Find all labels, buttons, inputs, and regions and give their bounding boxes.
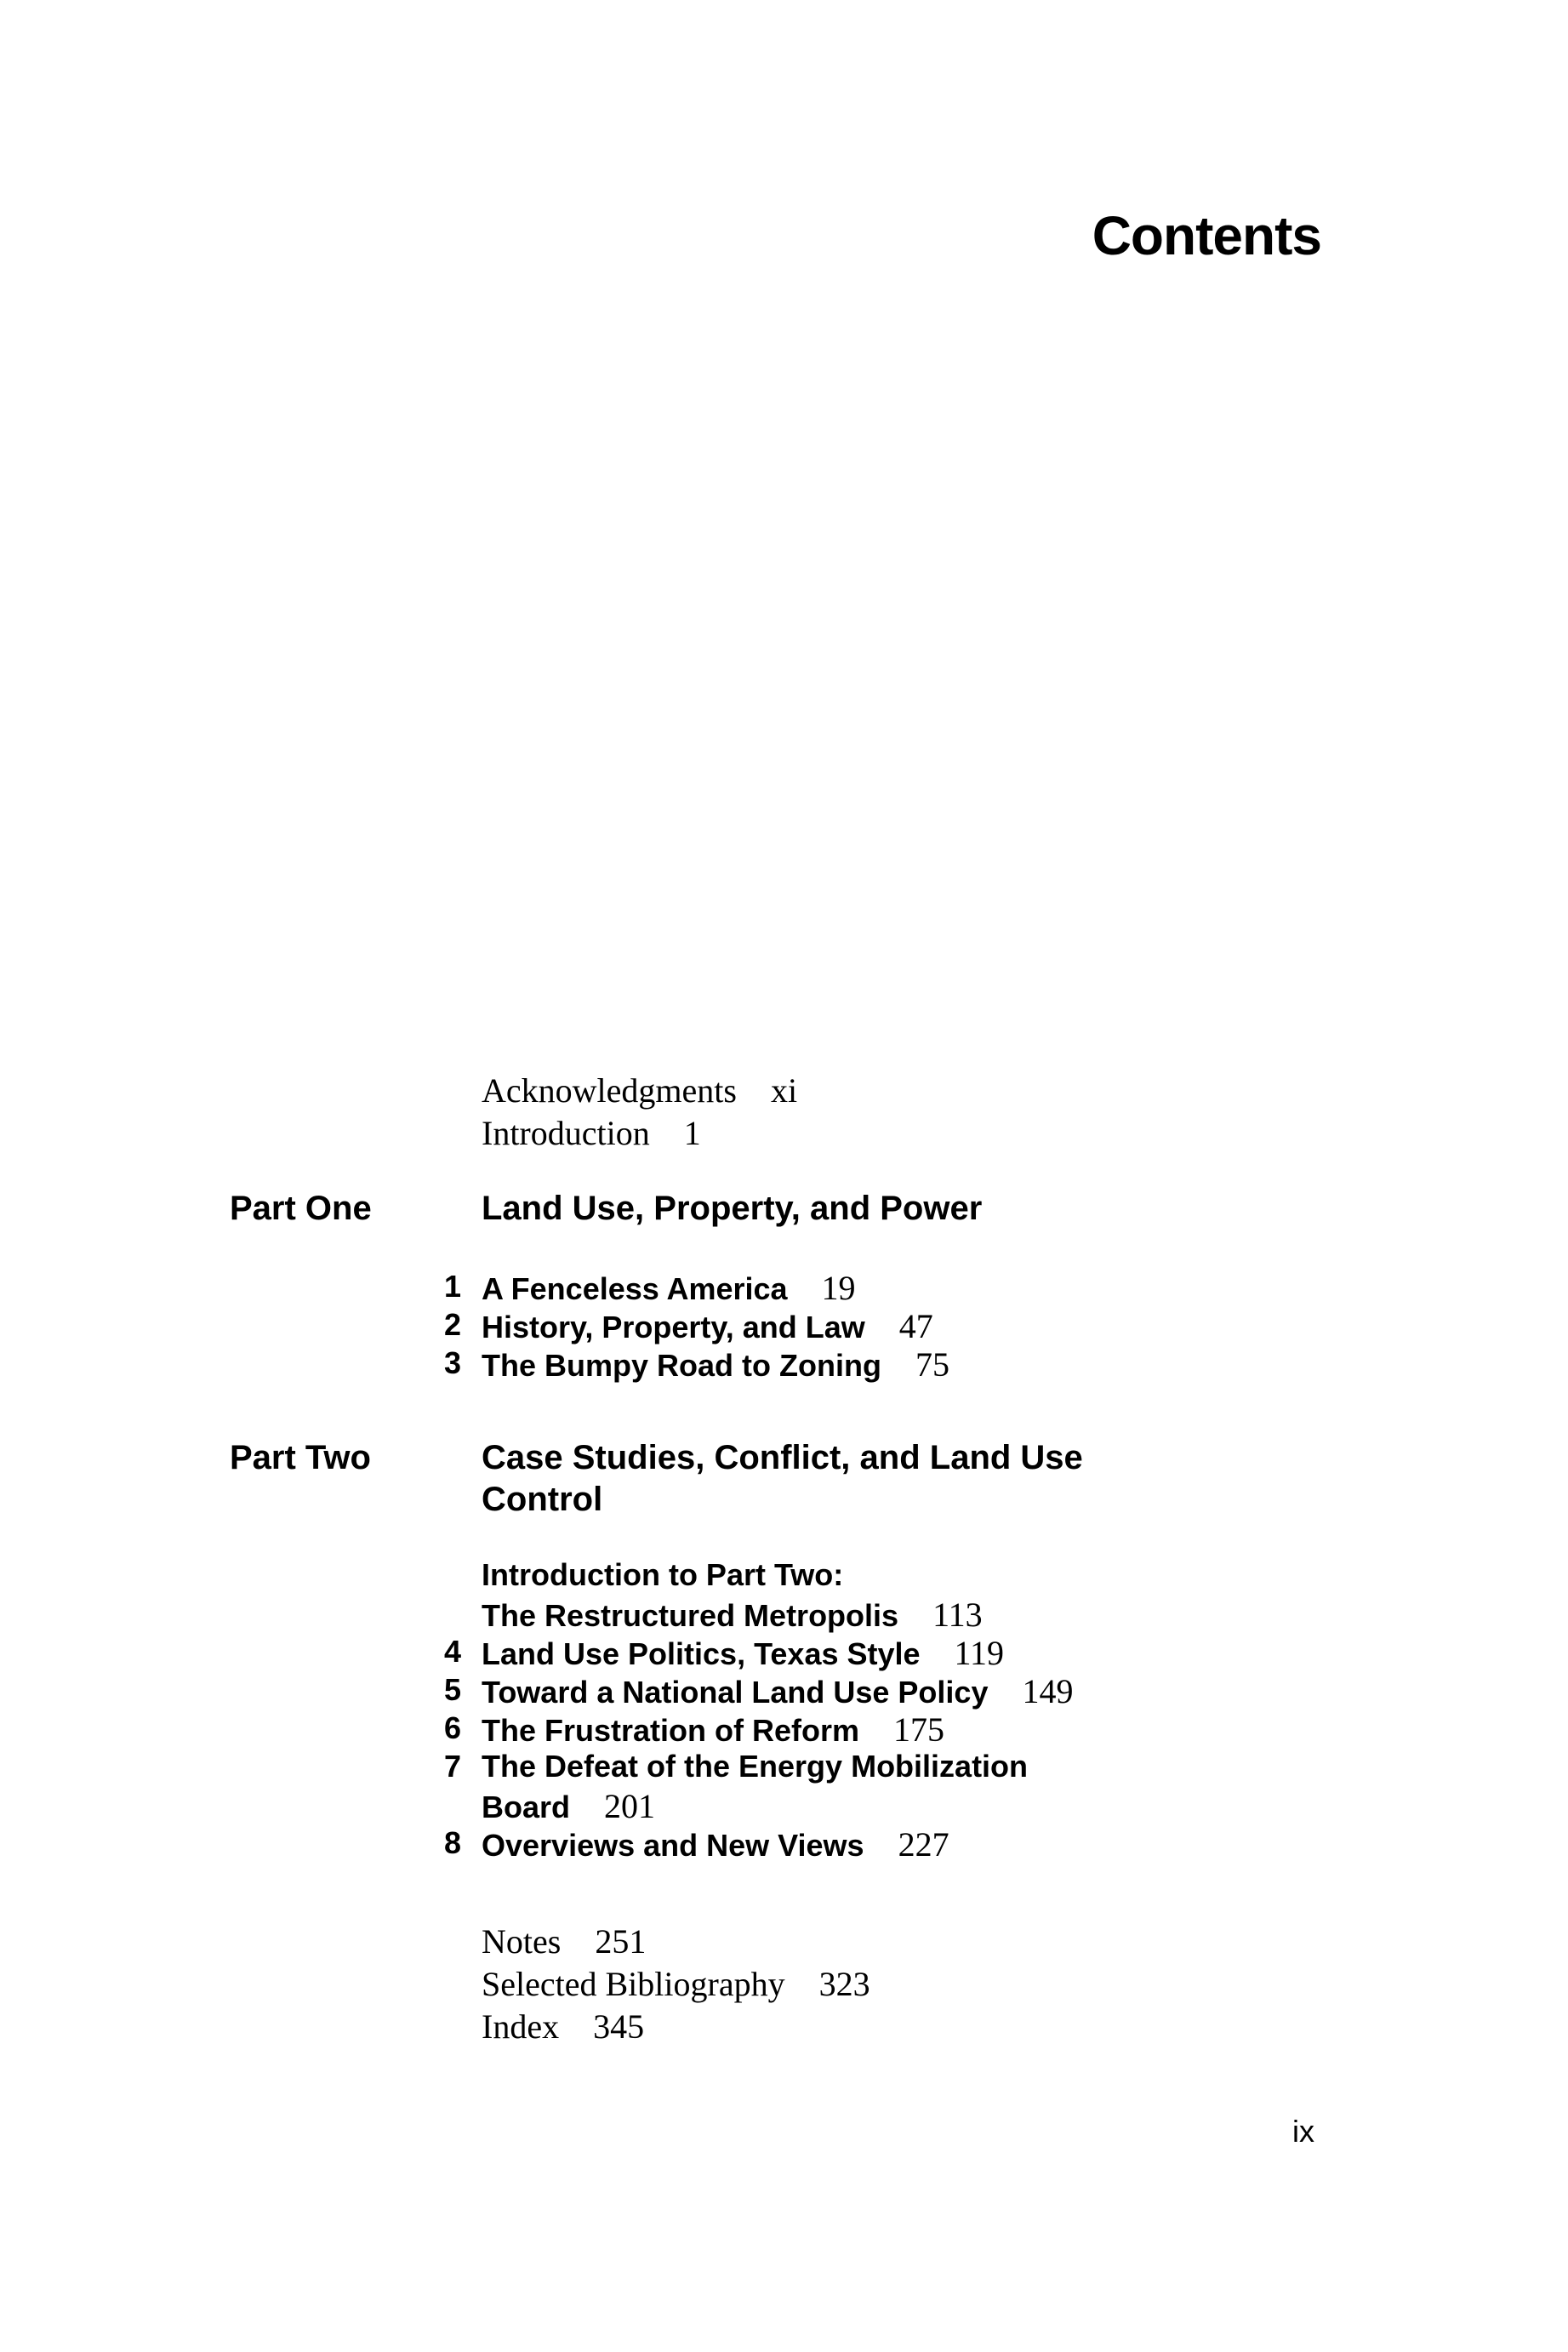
chapter-number: 8 [443, 1825, 461, 1860]
toc-entry-bibliography[interactable] [482, 1967, 870, 2001]
entry-page: 75 [915, 1345, 949, 1384]
entry-page: xi [770, 1071, 798, 1110]
entry-label: Acknowledgments [482, 1071, 737, 1110]
entry-page: 1 [683, 1114, 701, 1152]
page-number: ix [1292, 2114, 1314, 2149]
toc-entry-notes[interactable] [482, 1922, 647, 1961]
chapter-number: 5 [443, 1672, 461, 1707]
toc-entry-chapter-4[interactable] [482, 1636, 1004, 1670]
chapter-number: 4 [443, 1634, 461, 1669]
toc-entry-part-two-intro-line2[interactable] [482, 1598, 983, 1632]
entry-label: Toward a National Land Use Policy [482, 1675, 989, 1710]
entry-label: The Bumpy Road to Zoning [482, 1348, 881, 1383]
entry-label: Index [482, 2007, 560, 2046]
toc-entry-chapter-2[interactable] [482, 1307, 933, 1345]
entry-page: 201 [604, 1787, 656, 1825]
entry-page: 113 [932, 1596, 983, 1634]
entry-page: 119 [954, 1634, 1005, 1672]
entry-page: 251 [595, 1922, 647, 1961]
entry-label: Land Use Politics, Texas Style [482, 1636, 921, 1671]
entry-page: 19 [821, 1269, 856, 1307]
part-one-title[interactable]: Land Use, Property, and Power [482, 1190, 983, 1227]
entry-page: 175 [893, 1710, 945, 1749]
entry-page: 227 [898, 1825, 949, 1864]
chapter-number: 3 [443, 1345, 461, 1380]
entry-label: The Defeat of the Energy Mobilization [482, 1749, 1029, 1784]
toc-entry-acknowledgments[interactable] [482, 1071, 798, 1110]
entry-label: The Restructured Metropolis [482, 1598, 899, 1633]
toc-entry-chapter-6[interactable] [482, 1710, 945, 1749]
chapter-number: 2 [443, 1307, 461, 1342]
toc-entry-chapter-7-line2[interactable] [482, 1787, 656, 1825]
entry-page: 345 [593, 2007, 645, 2046]
chapter-number: 7 [443, 1749, 461, 1784]
entry-label: The Frustration of Reform [482, 1713, 860, 1748]
entry-label: Notes [482, 1922, 562, 1961]
toc-entry-index[interactable] [482, 2007, 645, 2046]
page-title: Contents [1092, 205, 1321, 266]
chapter-number: 6 [443, 1710, 461, 1745]
toc-entry-chapter-8[interactable] [482, 1825, 949, 1864]
part-two-title-line1[interactable]: Case Studies, Conflict, and Land Use [482, 1439, 1083, 1476]
part-one-label: Part One [230, 1190, 372, 1227]
part-two-title-line2[interactable]: Control [482, 1481, 603, 1518]
toc-entry-chapter-1[interactable] [482, 1271, 856, 1305]
toc-entry-chapter-7-line1[interactable] [482, 1751, 1028, 1782]
toc-entry-chapter-3[interactable] [482, 1345, 949, 1384]
toc-entry-part-two-intro-line1[interactable]: Introduction to Part Two: [482, 1557, 844, 1592]
entry-label: Selected Bibliography [482, 1965, 785, 2003]
entry-page: 149 [1022, 1672, 1074, 1710]
entry-label: History, Property, and Law [482, 1310, 865, 1344]
entry-page: 47 [898, 1307, 933, 1345]
chapter-number: 1 [443, 1269, 461, 1304]
toc-entry-chapter-5[interactable] [482, 1672, 1074, 1710]
entry-label: Introduction [482, 1114, 650, 1152]
toc-entry-introduction[interactable] [482, 1116, 701, 1150]
entry-label: Overviews and New Views [482, 1828, 864, 1863]
entry-label: A Fenceless America [482, 1271, 788, 1306]
entry-page: 323 [818, 1965, 870, 2003]
part-two-label: Part Two [230, 1439, 371, 1476]
entry-label: Board [482, 1790, 571, 1824]
